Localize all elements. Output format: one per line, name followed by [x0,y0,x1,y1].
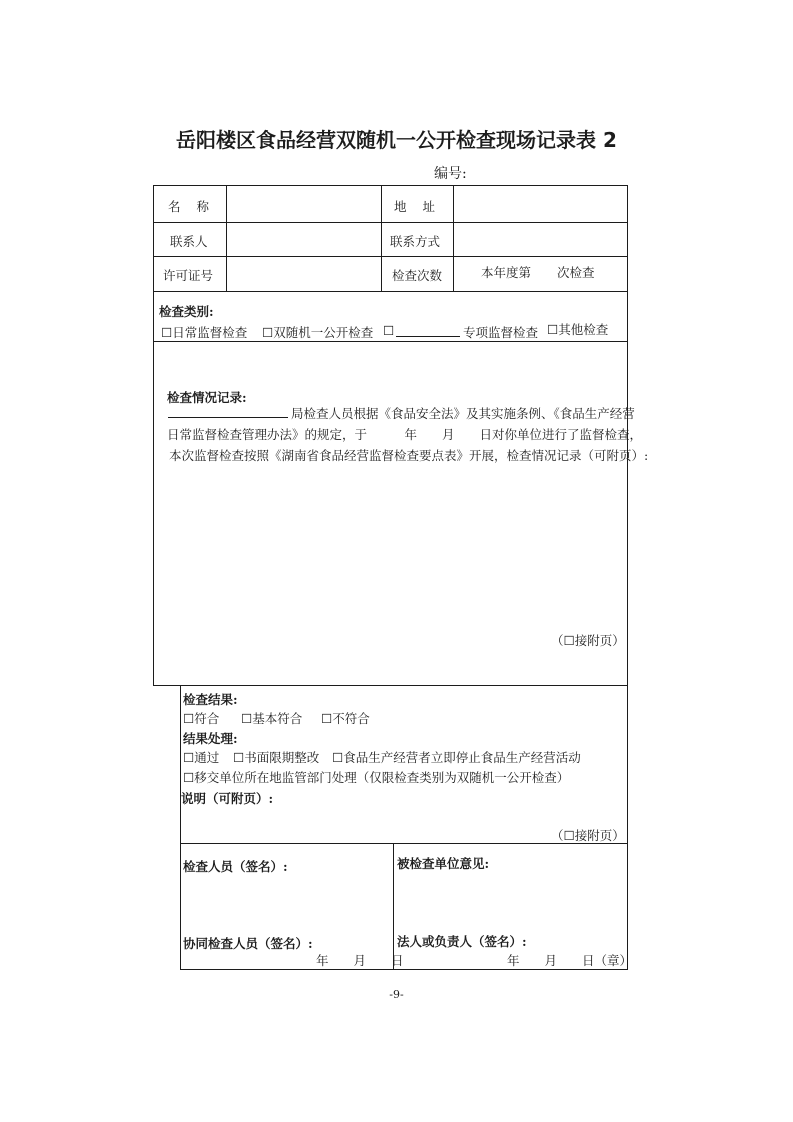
address-label: 地 址 [394,199,441,214]
address-value[interactable] [457,190,622,218]
contact-label: 联系人 [170,234,208,249]
opinion-label: 被检查单位意见: [397,856,490,871]
legal-signature-label: 法人或负责人（签名）: [397,934,527,949]
assistant-signature-label: 协同检查人员（签名）: [183,936,313,951]
record-line-2: 日常监督检查管理办法》的规定，于 年 月 日对你单位进行了监督检查， [167,427,643,442]
contact-method-label: 联系方式 [390,234,441,249]
handling-option-stop[interactable]: ☐食品生产经营者立即停止食品生产经营活动 [332,750,581,765]
record-line-3: 本次监督检查按照《湖南省食品经营监督检查要点表》开展，检查情况记录（可附页）: [169,448,649,463]
license-label: 许可证号 [163,268,214,283]
handling-heading: 结果处理: [183,731,238,746]
inspector-signature-label: 检查人员（签名）: [183,859,288,874]
category-option-random[interactable]: ☐双随机一公开检查 [262,325,374,340]
name-value[interactable] [230,190,378,218]
handling-option-pass[interactable]: ☐通过 [183,750,220,765]
bureau-blank[interactable] [168,404,288,421]
handling-option-transfer[interactable]: ☐移交单位所在地监管部门处理（仅限检查类别为双随机一公开检查） [183,770,570,785]
result-heading: 检查结果: [183,692,238,707]
name-label: 名 称 [168,199,215,214]
note-label: 说明（可附页）: [181,791,274,806]
contact-value[interactable] [230,226,378,252]
special-suffix: 专项监督检查 [463,325,539,340]
form-number-label: 编号: [434,166,467,182]
record-heading: 检查情况记录: [167,390,247,405]
page-number: -9- [389,988,404,1001]
date-left: 年 月 日 [316,953,404,968]
category-option-routine[interactable]: ☐日常监督检查 [161,325,248,340]
result-option-nonconform[interactable]: ☐不符合 [321,711,370,726]
result-option-basic[interactable]: ☐基本符合 [241,711,303,726]
record-line-1: 局检查人员根据《食品安全法》及其实施条例、《食品生产经营 [291,406,635,421]
handling-option-rectify[interactable]: ☐书面限期整改 [233,750,320,765]
special-blank[interactable] [396,323,460,340]
category-option-other[interactable]: ☐其他检查 [547,322,609,337]
inspection-count-label: 检查次数 [392,268,443,283]
page-title: 岳阳楼区食品经营双随机一公开检查现场记录表 2 [176,128,617,152]
inspection-count-prefix: 本年度第 [481,265,532,280]
date-right: 年 月 日（章） [507,953,633,968]
category-option-special[interactable]: ☐ [383,323,395,338]
result-attach[interactable]: （☐接附页） [551,828,625,843]
record-area[interactable] [158,468,622,628]
license-value[interactable] [230,260,378,287]
record-attach[interactable]: （☐接附页） [551,633,625,648]
contact-method-value[interactable] [457,226,622,252]
result-option-conform[interactable]: ☐符合 [183,711,220,726]
category-heading: 检查类别: [159,304,214,319]
inspection-count-suffix: 次检查 [557,265,595,280]
